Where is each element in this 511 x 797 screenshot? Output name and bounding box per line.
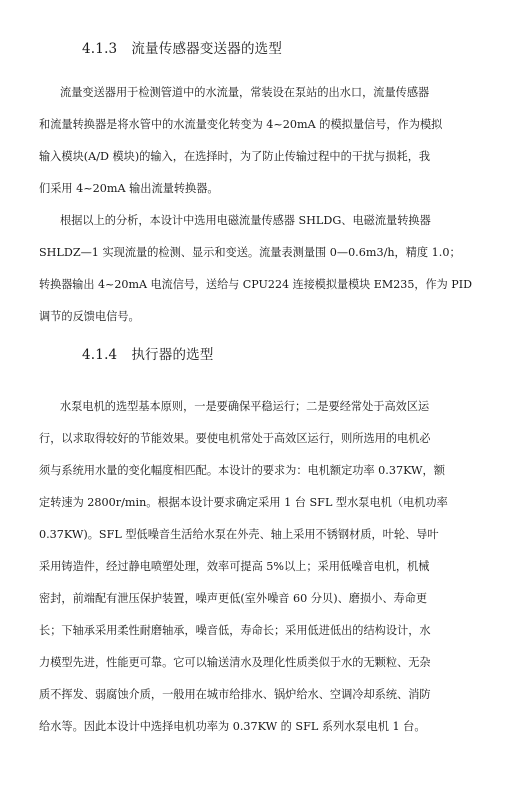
paragraph-line: 须与系统用水量的变化幅度相匹配。本设计的要求为：电机额定功率 0.37KW，额 [39,464,445,477]
paragraph-line: 水泵电机的选型基本原则，一是要确保平稳运行；二是要经常处于高效区运 [60,400,430,413]
section-heading-4-1-4 [82,343,214,363]
paragraph-line: 转换器输出 4~20mA 电流信号，送给与 CPU224 连接模拟量模块 EM235，作为 PID [39,278,472,291]
paragraph-line: 力模型先进，性能更可靠。它可以输送清水及理化性质类似于水的无颗粒、无杂 [39,656,431,669]
section-heading-4-1-3 [82,37,282,57]
section-number: 4.1.4 [82,347,118,363]
paragraph-line: 长；下轴承采用柔性耐磨轴承，噪音低，寿命长；采用低进低出的结构设计，水 [39,624,431,637]
paragraph-line: 采用铸造件，经过静电喷塑处理，效率可提高 5%以上；采用低噪音电机，机械 [39,560,430,573]
paragraph-line: SHLDZ—1 实现流量的检测、显示和变送。流量表测量围 0—0.6m3/h，精度 1.0； [39,246,461,259]
paragraph-line: 给水等。因此本设计中选择电机功率为 0.37KW 的 SFL 系列水泵电机 1 台。 [39,720,426,733]
paragraph-line: 质不挥发、弱腐蚀介质，一般用在城市给排水、锅炉给水、空调冷却系统、消防 [39,688,431,701]
paragraph-line: 行，以求取得较好的节能效果。要使电机常处于高效区运行，则所选用的电机必 [39,432,431,445]
paragraph-line: 根据以上的分析，本设计中选用电磁流量传感器 SHLDG、电磁流量转换器 [60,214,431,227]
paragraph-line: 密封，前端配有泄压保护装置，噪声更低(室外噪音 60 分贝)、磨损小、寿命更 [39,592,428,605]
section-number: 4.1.3 [82,41,118,57]
section-title: 执行器的选型 [131,347,214,363]
section-title: 流量传感器变送器的选型 [131,41,283,57]
paragraph-line: 定转速为 2800r/min。根据本设计要求确定采用 1 台 SFL 型水泵电机（电机功率 [39,496,448,509]
paragraph-line: 调节的反馈电信号。 [39,310,140,323]
paragraph-line: 0.37KW)。SFL 型低噪音生活给水泵在外壳、轴上采用不锈钢材质，叶轮、导叶 [39,528,439,541]
paragraph-line: 流量变送器用于检测管道中的水流量，常装设在泵站的出水口，流量传感器 [60,86,430,99]
paragraph-line: 和流量转换器是将水管中的水流量变化转变为 4~20mA 的模拟量信号，作为模拟 [39,118,443,131]
paragraph-line: 们采用 4~20mA 输出流量转换器。 [39,182,219,195]
paragraph-line: 输入模块(A/D 模块)的输入，在选择时，为了防止传输过程中的干扰与损耗，我 [39,150,431,163]
